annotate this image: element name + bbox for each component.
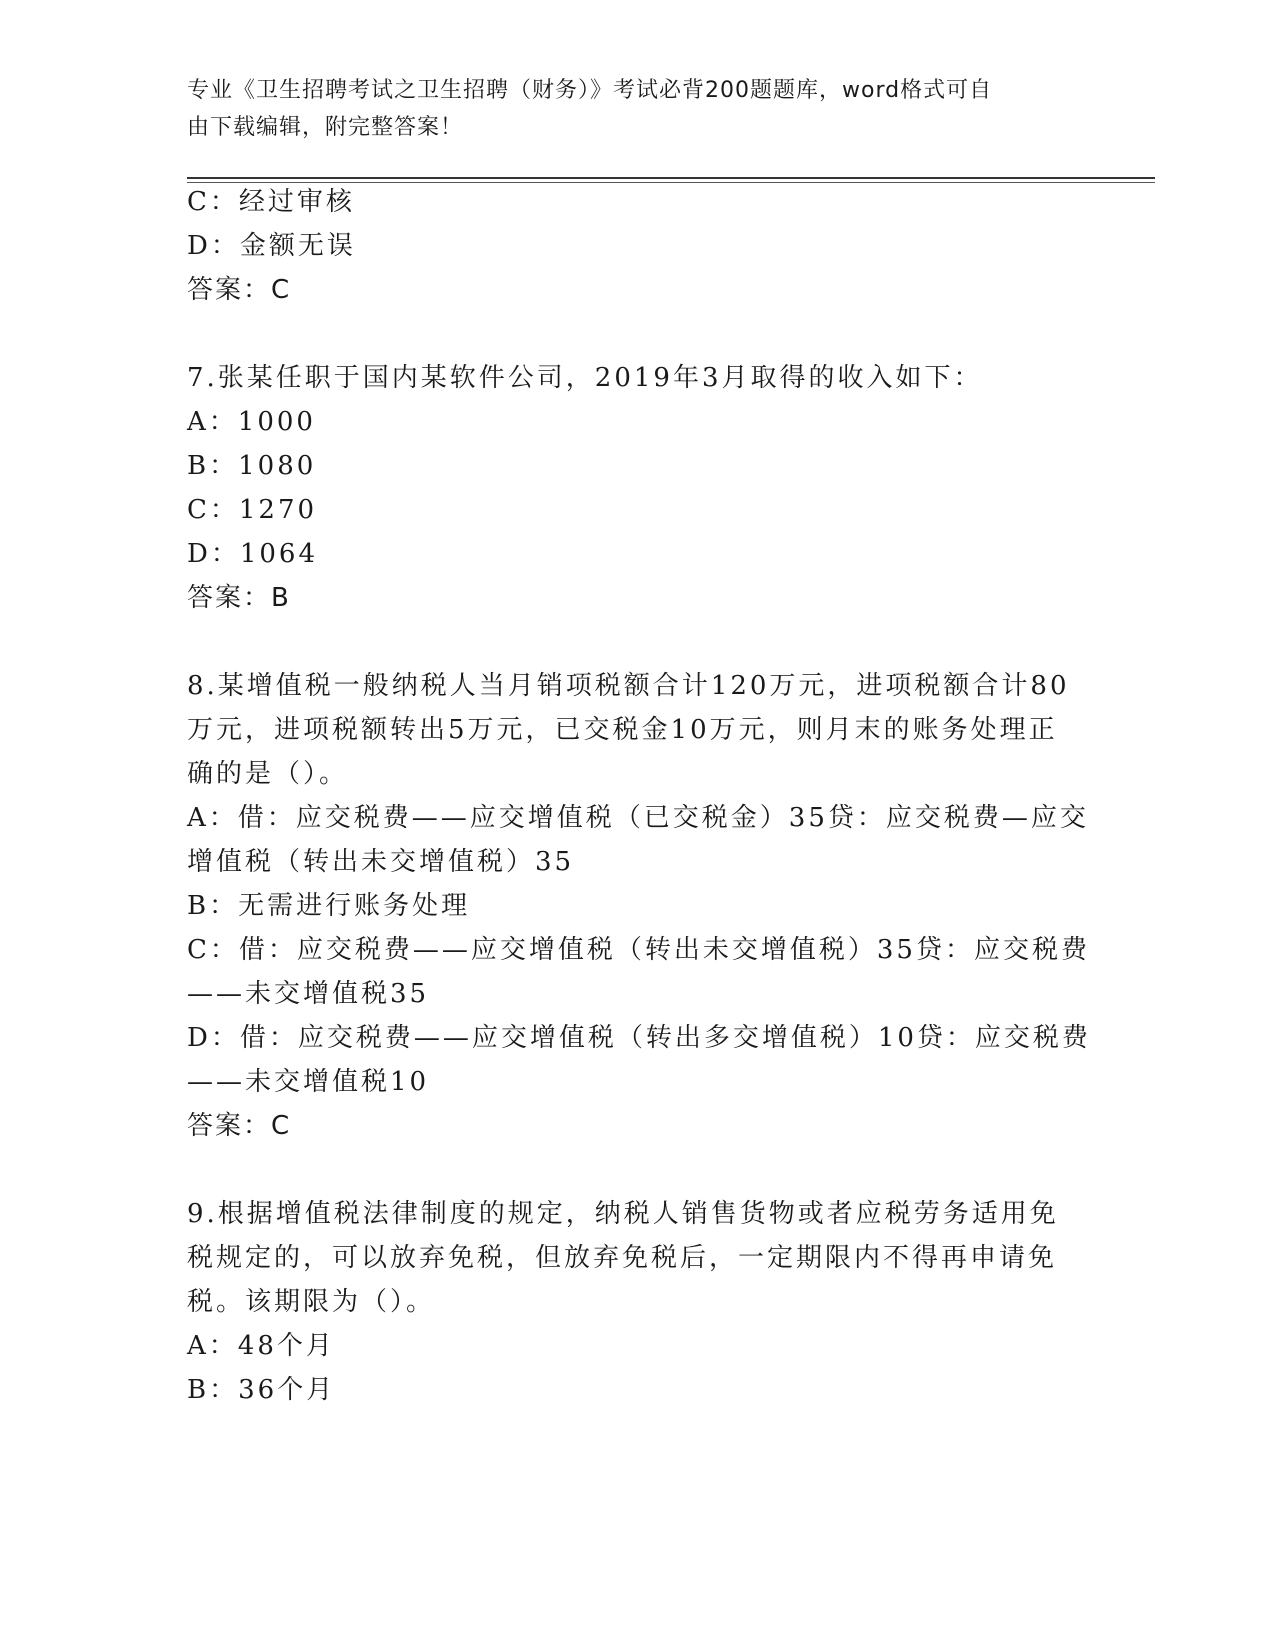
option-a: A：48个月 [187, 1331, 335, 1361]
option-d: D：金额无误 [187, 231, 356, 261]
question-8-line-1: 8.某增值税一般纳税人当月销项税额合计120万元，进项税额合计80 [187, 671, 1070, 701]
option-d-line-1: D：借：应交税费——应交增值税（转出多交增值税）10贷：应交税费 [187, 1023, 1091, 1053]
option-c-line-2: ——未交增值税35 [187, 979, 430, 1009]
option-c: C：1270 [187, 495, 318, 525]
answer: 答案：C [187, 275, 292, 305]
option-a-line-1: A：借：应交税费——应交增值税（已交税金）35贷：应交税费—应交 [187, 803, 1089, 833]
option-a: A：1000 [187, 407, 316, 437]
option-c-line-1: C：借：应交税费——应交增值税（转出未交增值税）35贷：应交税费 [187, 935, 1090, 965]
header-divider-thin [187, 182, 1155, 183]
question-8-line-2: 万元，进项税额转出5万元，已交税金10万元，则月末的账务处理正 [187, 715, 1058, 745]
document-header [187, 72, 1067, 146]
question-9-line-1: 9.根据增值税法律制度的规定，纳税人销售货物或者应税劳务适用免 [187, 1199, 1059, 1229]
header-line-1: 专业《卫生招聘考试之卫生招聘（财务）》考试必背200题题库，word格式可自 [187, 78, 993, 103]
header-line-2: 由下载编辑，附完整答案！ [187, 115, 464, 140]
question-9-line-2: 税规定的，可以放弃免税，但放弃免税后，一定期限内不得再申请免 [187, 1243, 1058, 1273]
option-d-line-2: ——未交增值税10 [187, 1067, 430, 1097]
header-divider [187, 177, 1155, 179]
option-a-line-2: 增值税（转出未交增值税）35 [187, 847, 575, 877]
option-c: C：经过审核 [187, 187, 355, 217]
question-7: 7.张某任职于国内某软件公司，2019年3月取得的收入如下： [187, 363, 983, 393]
answer: 答案：C [187, 1111, 292, 1141]
option-b: B：1080 [187, 451, 317, 481]
option-d: D：1064 [187, 539, 319, 569]
question-9-line-3: 税。该期限为（）。 [187, 1287, 436, 1317]
answer: 答案：B [187, 583, 291, 613]
question-8-line-3: 确的是（）。 [187, 759, 349, 789]
option-b: B：36个月 [187, 1375, 336, 1405]
option-b: B：无需进行账务处理 [187, 891, 471, 921]
